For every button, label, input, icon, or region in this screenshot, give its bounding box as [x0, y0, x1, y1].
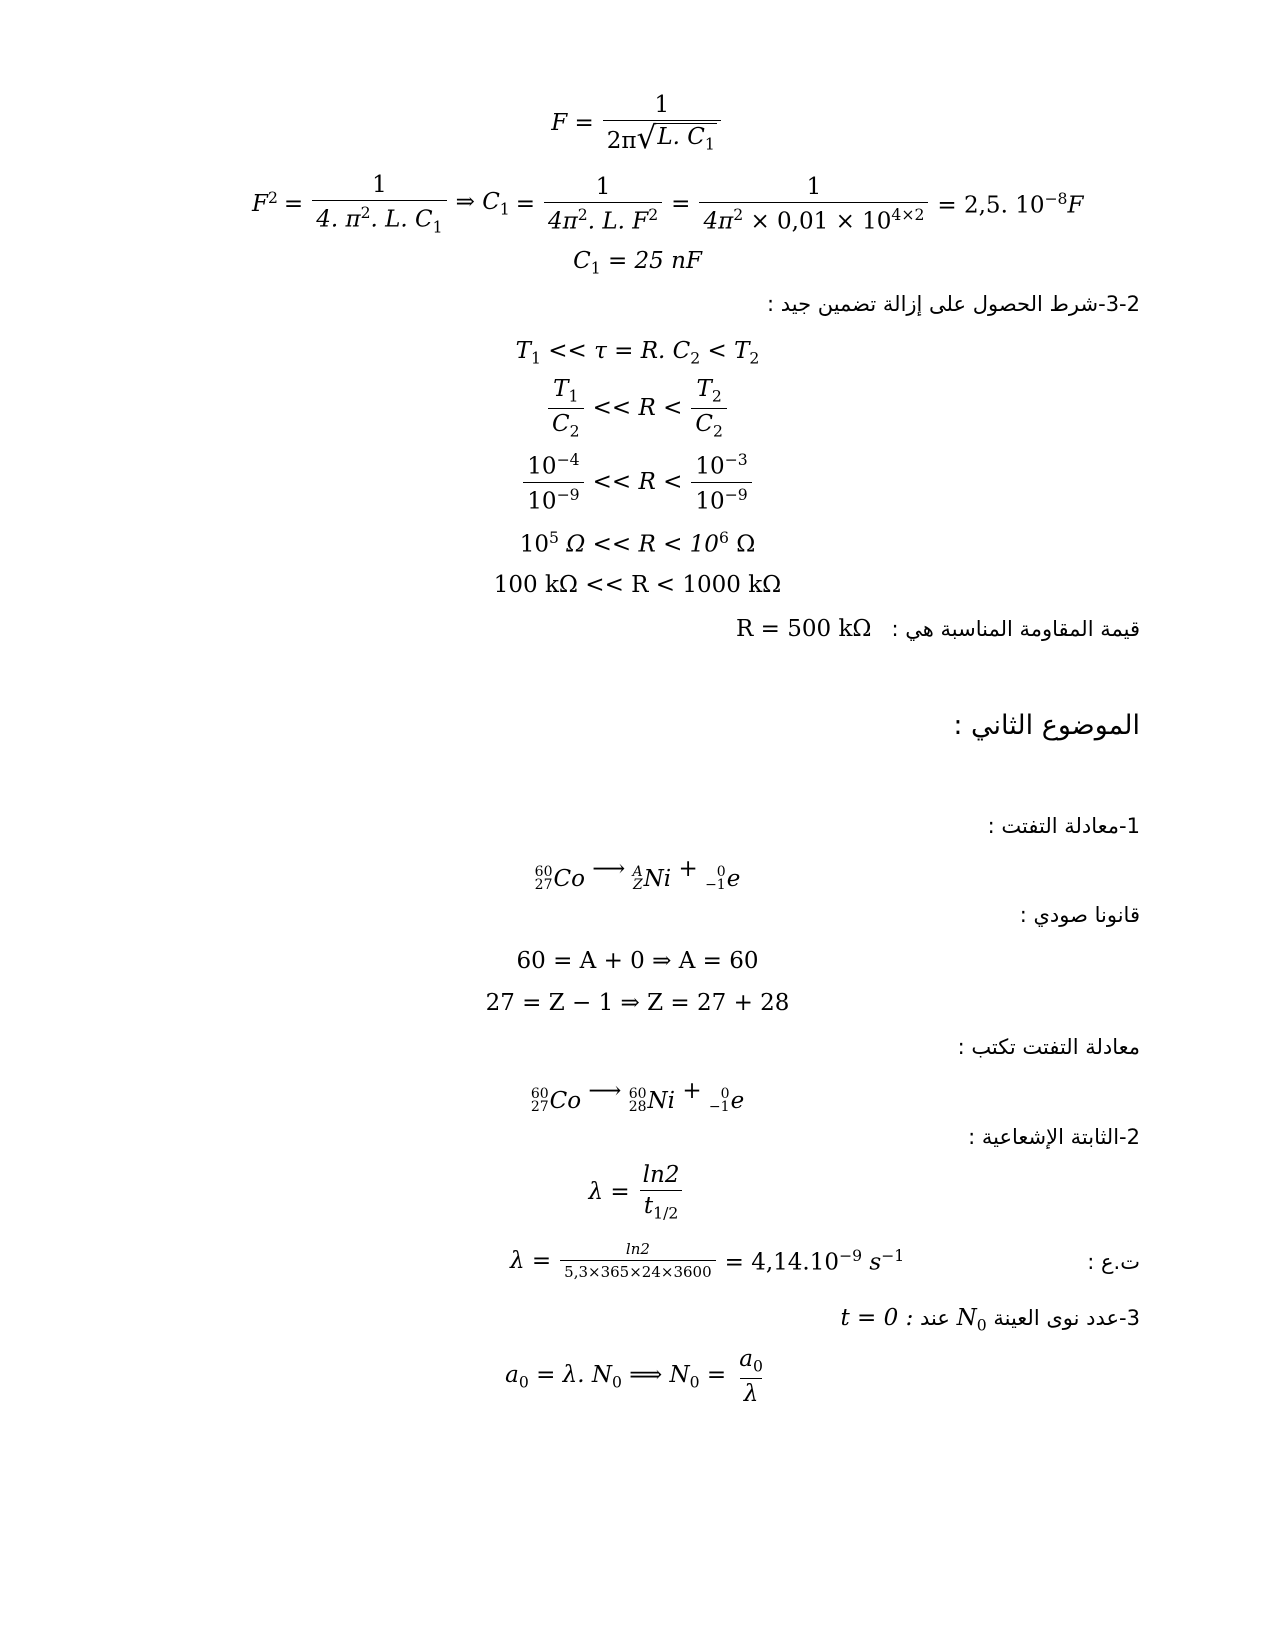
denominator: 2π √ L. $C_1$ — [603, 120, 721, 154]
condition-line-3: $\frac{10^{-4}}{10^{-9}}$ << R < $\frac{10^{-3}}{10^{-9}}$ — [0, 450, 1275, 514]
condition-line-2: $\frac{T_1}{C_2}$ << R < $\frac{T_2}{C_2}$ — [0, 376, 1275, 440]
question-1-label: 1-معادلة التفتت : — [987, 814, 1140, 838]
question-3-label: 3-عدد نوى العينة $N_0$ عند t = 0 : — [840, 1305, 1140, 1335]
fraction: $\frac{1}{4. \pi^2. L. C_1}$ — [312, 172, 446, 236]
fraction: $\frac{1}{4\pi^2. L. F^2}$ — [544, 174, 662, 235]
condition-heading: 3-2-شرط الحصول على إزالة تضمين جيد : — [766, 292, 1140, 316]
question-2-label: 2-الثابتة الإشعاعية : — [968, 1125, 1140, 1149]
soddy-label: قانونا صودي : — [1019, 903, 1140, 927]
lambda-formula: λ = $\frac{\ln 2}{t_{1/2}}$ — [0, 1162, 1275, 1223]
numeric-application-label: ت.ع : — [1087, 1250, 1140, 1274]
c1-result: $C_1 = 25$ nF — [573, 248, 702, 278]
activity-formula: $a_0 = \lambda$. $N_0$ ⟹ $N_0$ = $\frac{a_0}{\lambda}$ — [505, 1346, 763, 1407]
lambda-calculation: λ = $\frac{\ln 2}{5,3\times 365\times 24\times 3600}$ = $4,14.10^{-9}$ $s^{-1}$ — [510, 1240, 905, 1281]
capacitance-derivation: F $^2$ = $\frac{1}{4. \pi^2. L. C_1}$ ⇒ $C_1$ = $\frac{1}{4\pi^2. L. F^2}$ = $\frac{1}{4\pi^2 \times 0,01 \times 10^{4\times 2}}$ = 2,5. $10^{-8}F$ — [252, 172, 1084, 237]
section-title: الموضوع الثاني : — [953, 710, 1140, 741]
condition-line-4: $10^5$ $\Omega << R < 10^6$ Ω — [519, 528, 756, 558]
decay-written-label: معادلة التفتت تكتب : — [957, 1035, 1140, 1059]
numerator: 1 — [654, 92, 670, 118]
condition-line-5: 100 kΩ << R < 1000 kΩ — [493, 572, 782, 598]
decay-equation-1: 60 27 Co ⟶ A Z Ni + 0 −1 e — [534, 856, 741, 893]
frequency-formula — [0, 92, 1275, 154]
formula-lhs: F = — [551, 110, 594, 137]
resistance-answer: قيمة المقاومة المناسبة هي : R = 500 kΩ — [736, 616, 1140, 642]
fraction — [603, 92, 721, 154]
soddy-equation-1: 60 = A + 0 ⇒ A = 60 — [516, 948, 759, 974]
decay-equation-2: 60 27 Co ⟶ 60 28 Ni + 0 −1 e — [530, 1078, 745, 1115]
soddy-equation-2: 27 = Z − 1 ⇒ Z = 27 + 28 — [485, 990, 790, 1016]
condition-line-1: $T_1 << \tau = R$. $C_2 < T_2$ — [515, 338, 760, 368]
fraction: $\frac{1}{4\pi^2 \times 0,01 \times 10^{4\times 2}}$ — [699, 174, 928, 235]
